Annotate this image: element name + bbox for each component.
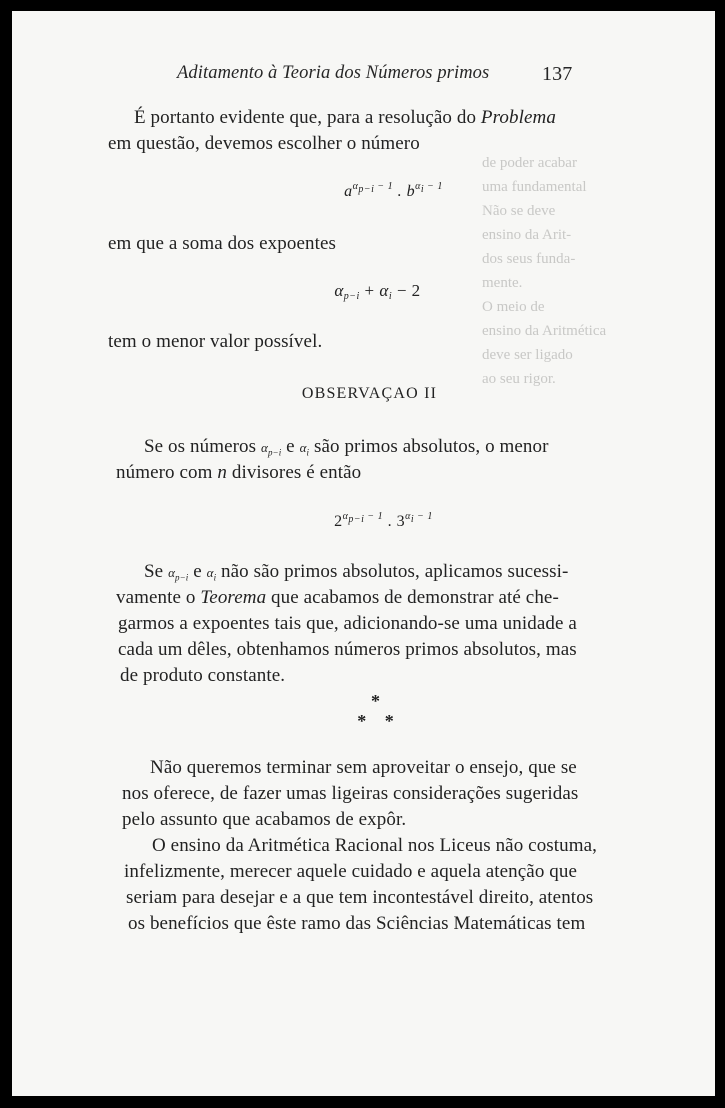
paragraph-line: pelo assunto que acabamos de expôr. (122, 809, 407, 830)
paragraph-line: os benefícios que êste ramo das Sciências Matemáticas tem (128, 913, 586, 934)
paragraph-line: número com n divisores é então (116, 462, 362, 483)
paragraph-line: nos oferece, de fazer umas ligeiras considerações sugeridas (122, 783, 579, 804)
show-through-text: de poder acabar uma fundamental Não se deve ensino da Arit- dos seus funda- mente. O meio de ensino da Aritmética deve ser ligado ao seu rigor. (482, 155, 607, 387)
paragraph-line: de produto constante. (120, 665, 286, 686)
paragraph-line: em questão, devemos escolher o número (108, 133, 420, 154)
page-number: 137 (542, 63, 573, 85)
paragraph-line: em que a soma dos expoentes (108, 233, 337, 254)
paragraph-line: cada um dêles, obtenhamos números primos absolutos, mas (118, 639, 577, 660)
formula: $a^{\alpha_{p-i} - 1}$ . $b^{\alpha_i - 1}$ (344, 181, 443, 200)
section-heading: OBSERVAÇAO II (301, 385, 438, 402)
paragraph-line: infelizmente, merecer aquele cuidado e aquela atenção que (124, 861, 577, 882)
paragraph-line: vamente o Teorema que acabamos de demonstrar até che- (116, 587, 559, 608)
book-page (12, 11, 715, 1096)
paragraph-line: garmos a expoentes tais que, adicionando-se uma unidade a (118, 613, 577, 634)
paragraph-line: seriam para desejar e a que tem incontestável direito, atentos (126, 887, 594, 908)
asterism-top: * (371, 691, 380, 711)
running-header: Aditamento à Teoria dos Números primos (177, 63, 490, 83)
formula: $\alpha_{p-i} + \alpha_i - 2$ (334, 281, 421, 302)
paragraph-line: Se os números $\alpha_{p-i}$ e $\alpha_i$ são primos absolutos, o menor (144, 436, 549, 458)
paragraph-line: Não queremos terminar sem aproveitar o ensejo, que se (150, 757, 577, 778)
asterism-bottom: * * (357, 711, 394, 731)
formula: $2^{\alpha_{p-i} - 1}$ . $3^{\alpha_i - 1}$ (334, 511, 433, 530)
paragraph-line: tem o menor valor possível. (108, 331, 323, 352)
emphasis: Problema (480, 107, 556, 128)
paragraph-line: É portanto evidente que, para a resolução do Problema (134, 107, 556, 128)
paragraph-line: Se $\alpha_{p-i}$ e $\alpha_i$ não são primos absolutos, aplicamos sucessi- (144, 561, 569, 583)
paragraph-line: O ensino da Aritmética Racional nos Liceus não costuma, (152, 835, 598, 856)
